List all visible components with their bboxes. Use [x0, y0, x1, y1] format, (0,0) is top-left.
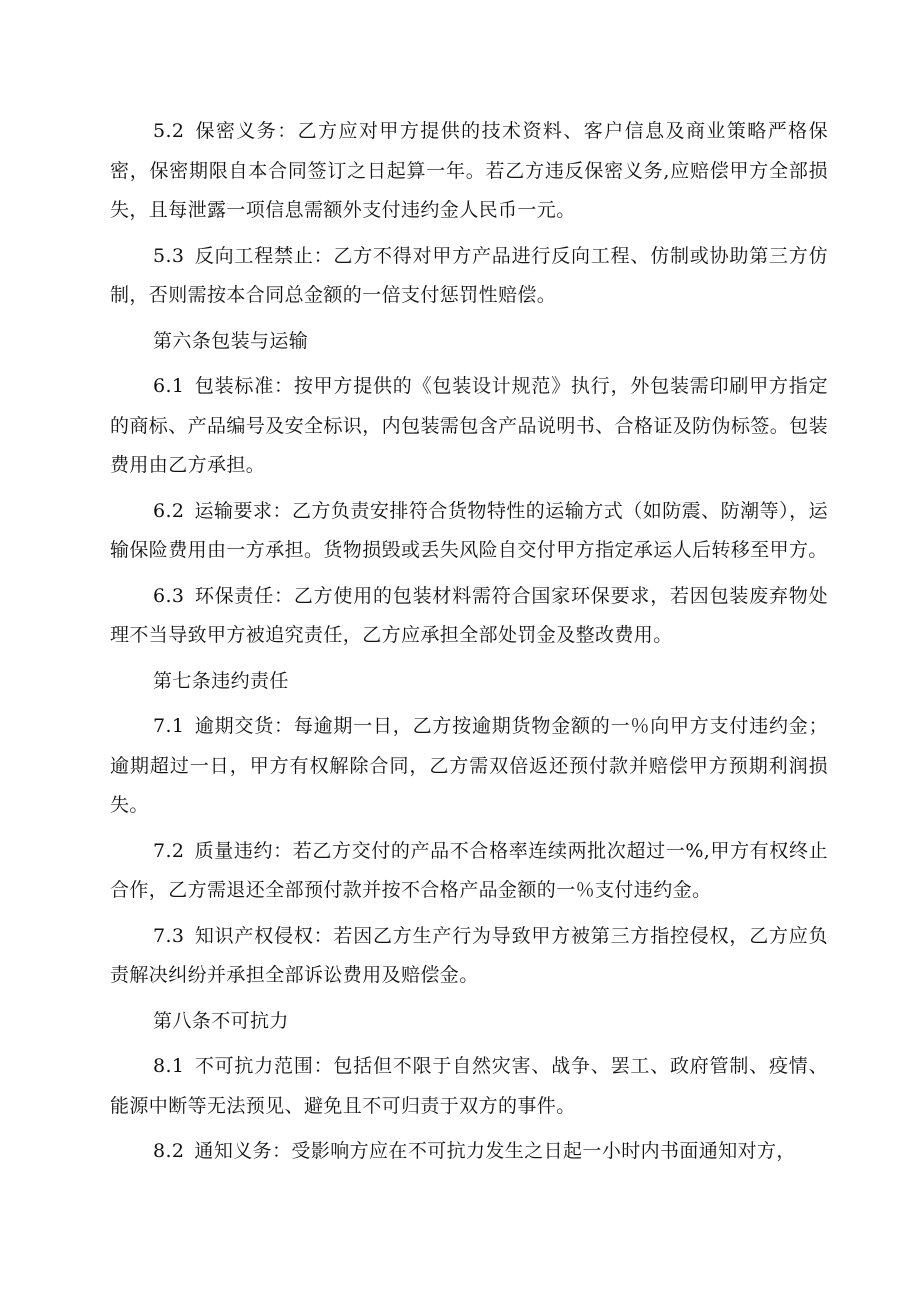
clause-7-2 — [110, 832, 828, 911]
clause-8-2 — [110, 1132, 828, 1172]
clause-7-3 — [110, 917, 828, 996]
clause-number: 6.2 — [153, 499, 185, 522]
clause-number: 7.1 — [153, 715, 185, 737]
clause-number: 5.2 — [153, 120, 185, 142]
clause-text: 知识产权侵权：若因乙方生产行为导致甲方被第三方指控侵权，乙方应负责解决纠纷并承担全部诉讼费用及赔偿金。 — [110, 924, 828, 986]
clause-text: 环保责任：乙方使用的包装材料需符合国家环保要求，若因包装废弃物处理不当导致甲方被追究责任，乙方应承担全部处罚金及整改费用。 — [110, 584, 828, 646]
clause-number: 5.3 — [153, 244, 185, 267]
clause-number: 8.1 — [153, 1055, 185, 1077]
clause-7-1 — [110, 707, 828, 826]
clause-text: 包装标准：按甲方提供的《包装设计规范》执行，外包装需印刷甲方指定的商标、产品编号及安全标识，内包装需包含产品说明书、合格证及防伪标签。包装费用由乙方承担。 — [110, 375, 828, 476]
clause-text: 通知义务：受影响方应在不可抗力发生之日起一小时内书面通知对方， — [194, 1140, 796, 1162]
clause-6-2 — [110, 492, 828, 571]
clause-5-3 — [110, 237, 828, 316]
clause-6-1 — [110, 367, 828, 486]
document-page — [110, 112, 828, 1178]
clause-number: 8.2 — [153, 1140, 185, 1162]
clause-text: 不可抗力范围：包括但不限于自然灾害、战争、罢工、政府管制、疫情、能源中断等无法预见、避免且不可归责于双方的事件。 — [110, 1055, 828, 1117]
clause-5-2 — [110, 112, 828, 231]
clause-text: 保密义务：乙方应对甲方提供的技术资料、客户信息及商业策略严格保密，保密期限自本合同签订之日起算一年。若乙方违反保密义务,应赔偿甲方全部损失，且每泄露一项信息需额外支付违约金人民币一元。 — [110, 120, 828, 221]
clause-number: 7.3 — [153, 924, 185, 947]
clause-8-1 — [110, 1047, 828, 1126]
clause-6-3 — [110, 577, 828, 656]
clause-text: 逾期交货：每逾期一日，乙方按逾期货物金额的一％向甲方支付违约金；逾期超过一日，甲方有权解除合同，乙方需双倍返还预付款并赔偿甲方预期利润损失。 — [110, 715, 828, 816]
clause-text: 运输要求：乙方负责安排符合货物特性的运输方式（如防震、防潮等），运输保险费用由一方承担。货物损毁或丢失风险自交付甲方指定承运人后转移至甲方。 — [110, 499, 828, 561]
clause-text: 质量违约：若乙方交付的产品不合格率连续两批次超过一%,甲方有权终止合作，乙方需退还全部预付款并按不合格产品金额的一％支付违约金。 — [110, 839, 828, 901]
clause-number: 7.2 — [153, 839, 185, 862]
article-heading-7: 第七条违约责任 — [153, 669, 289, 692]
article-heading-8: 第八条不可抗力 — [153, 1009, 289, 1032]
article-heading-6: 第六条包装与运输 — [153, 329, 309, 352]
clause-number: 6.1 — [153, 375, 185, 397]
clause-text: 反向工程禁止：乙方不得对甲方产品进行反向工程、仿制或协助第三方仿制，否则需按本合同总金额的一倍支付惩罚性赔偿。 — [110, 244, 828, 306]
clause-number: 6.3 — [153, 584, 185, 607]
